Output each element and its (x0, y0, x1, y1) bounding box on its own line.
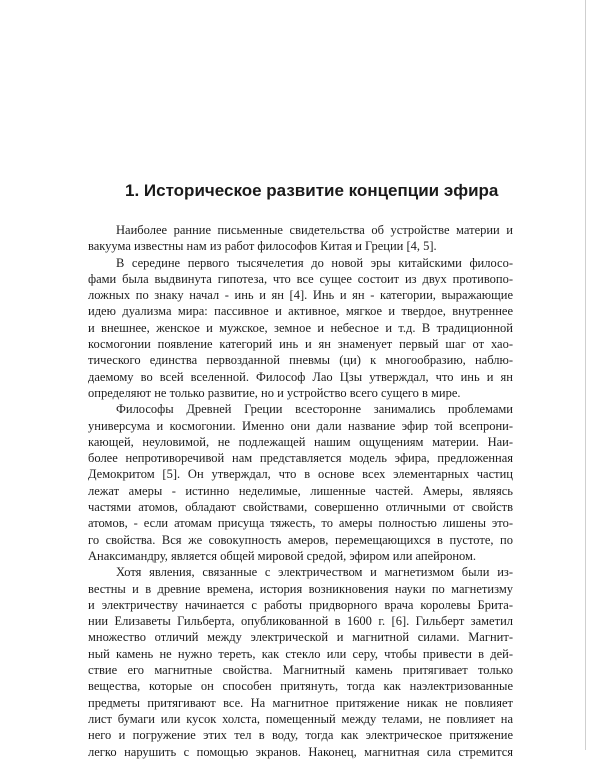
paragraph-line: ный камень не нужно тереть, как стекло или серу, чтобы привести в дей- (88, 646, 513, 661)
paragraph-line: него и погружение этих тел в воду, тогда как электрическое притяжение (88, 728, 513, 743)
paragraph-1 (88, 222, 513, 255)
paragraph-line: Демокритом [5]. Он утверждал, что в основе всех элементарных частиц (88, 467, 513, 482)
paragraph-line: более непротиворечивой нам представляется модель эфира, предложенная (88, 451, 513, 466)
paragraph-line: легко нарушить с помощью экранов. Наконец, магнитная сила стремится (88, 744, 513, 759)
paragraph-line: го свойства. Вся же совокупность амеров, перемещающихся в пустоте, по (88, 532, 513, 547)
paragraph-line: фами была выдвинута гипотеза, что все сущее состоит из двух противопо- (88, 271, 513, 286)
paragraph-line: и электричеству начинается с работы придворного врача королевы Брита- (88, 597, 513, 612)
paragraph-line: ложных по знаку начал - инь и ян [4]. Инь и ян - категории, выражающие (88, 288, 513, 303)
paragraph-line: и внешнее, женское и мужское, земное и небесное и т.д. В традиционной (88, 320, 513, 335)
paragraph-line: атомов, - если атомам присуща тяжесть, то амеры полностью лишены это- (88, 516, 513, 531)
paragraph-line: кающей, неуловимой, не подлежащей нашим ощущениям материи. Наи- (88, 434, 513, 449)
paragraph-line: идею дуализма мира: пассивное и активное, мягкое и твердое, внутреннее (88, 304, 513, 319)
paragraph-line: вакуума известны нам из работ философов Китая и Греции [4, 5]. (88, 239, 437, 254)
paragraph-line: ствие его магнитные свойства. Магнитный камень притягивает только (88, 663, 513, 678)
paragraph-line: нии Елизаветы Гильберта, опубликованной в 1600 г. [6]. Гильберт заметил (88, 614, 513, 629)
paragraph-line: универсума и космогонии. Именно они дали название эфир той всепрони- (88, 418, 513, 433)
paragraph-line: Анаксимандру, является общей мировой средой, эфиром или апейроном. (88, 548, 477, 563)
page-edge-divider (585, 0, 586, 750)
paragraph-line: даемому во всей вселенной. Философ Лао Цзы утверждал, что инь и ян (88, 369, 513, 384)
paragraph-line: Философы Древней Греции всесторонне занимались проблемами (116, 402, 513, 417)
paragraph-line: частями атомов, обладают свойствами, совершенно отличными от свойств (88, 500, 513, 515)
body-text (88, 222, 513, 760)
paragraph-3 (88, 401, 513, 564)
paragraph-line: лежат амеры - истинно неделимые, лишенные частей. Амеры, являясь (88, 483, 513, 498)
paragraph-line: множество отличий между электрической и магнитной силами. Магнит- (88, 630, 513, 645)
paragraph-line: Хотя явления, связанные с электричеством и магнетизмом были из- (116, 565, 513, 580)
section-heading: 1. Историческое развитие концепции эфира (125, 181, 499, 200)
paragraph-2 (88, 255, 513, 402)
paragraph-4 (88, 564, 513, 760)
paragraph-line: определяют не только развитие, но и устройство всего сущего в мире. (88, 385, 461, 400)
paragraph-line: вещества, которые он способен притянуть, тогда как наэлектризованные (88, 679, 513, 694)
paragraph-line: тического единства первозданной пневмы (ци) к многообразию, наблю- (88, 353, 513, 368)
paragraph-line: Наиболее ранние письменные свидетельства об устройстве материи и (116, 223, 513, 237)
paragraph-line: космогонии появление категорий инь и ян знаменует первый шаг от хао- (88, 337, 513, 352)
paragraph-line: предметы притягивают все. На магнитное притяжение никак не повлияет (88, 695, 513, 710)
paragraph-line: В середине первого тысячелетия до новой эры китайскими филосо- (116, 255, 513, 270)
paragraph-line: лист бумаги или кусок холста, помещенный между телами, не повлияет на (88, 711, 513, 726)
paragraph-line: вестны и в древние времена, история возникновения науки по магнетизму (88, 581, 513, 596)
